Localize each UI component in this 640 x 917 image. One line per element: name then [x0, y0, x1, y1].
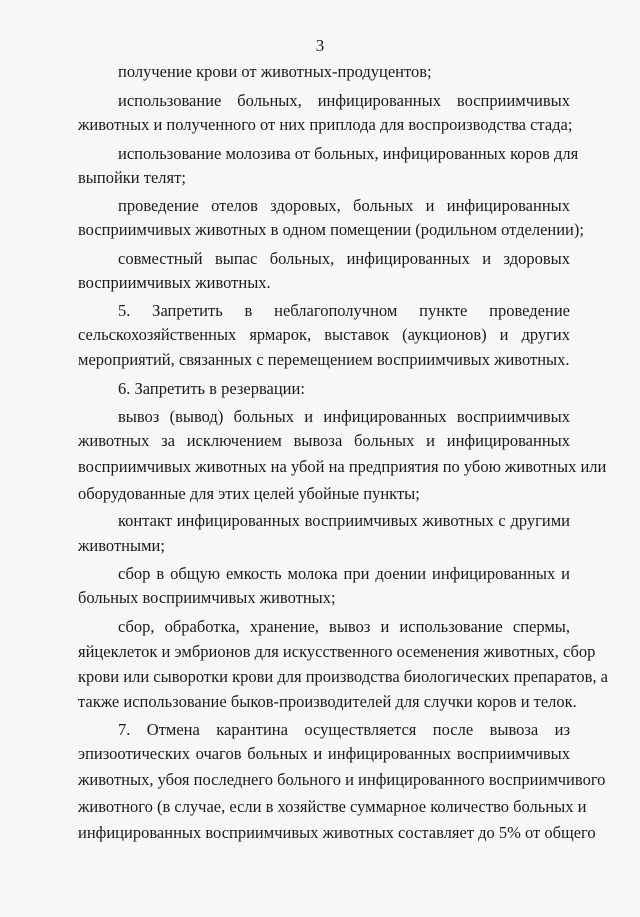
text-line: 7. Отмена карантина осуществляется после вывоза из — [118, 720, 570, 739]
text-line: получение крови от животных-продуцентов; — [118, 62, 432, 81]
text-line: вывоз (вывод) больных и инфицированных восприимчивых — [118, 407, 570, 426]
text-line: сбор, обработка, хранение, вывоз и использование спермы, — [118, 617, 570, 636]
text-line: крови или сыворотки крови для производства биологических препаратов, а — [78, 667, 608, 686]
text-line: проведение отелов здоровых, больных и инфицированных — [118, 196, 570, 215]
text-line: инфицированных восприимчивых животных составляет до 5% от общего — [78, 823, 596, 842]
text-line: оборудованные для этих целей убойные пункты; — [78, 484, 420, 503]
text-line: контакт инфицированных восприимчивых животных с другими — [118, 511, 570, 530]
text-line: 6. Запретить в резервации: — [118, 379, 305, 398]
text-line: восприимчивых животных на убой на предприятия по убою животных или — [78, 457, 607, 476]
text-line: восприимчивых животных. — [78, 273, 271, 292]
text-line: эпизоотических очагов больных и инфицированных восприимчивых — [78, 744, 570, 763]
text-line: также использование быков-производителей для случки коров и телок. — [78, 692, 577, 711]
page-number: 3 — [315, 36, 325, 55]
text-line: больных восприимчивых животных; — [78, 588, 336, 607]
text-line: мероприятий, связанных с перемещением восприимчивых животных. — [78, 350, 570, 369]
text-line: сбор в общую емкость молока при доении инфицированных и — [118, 564, 570, 583]
text-line: яйцеклеток и эмбрионов для искусственного осеменения животных, сбор — [78, 642, 596, 661]
text-line: животных и полученного от них приплода для воспроизводства стада; — [78, 115, 573, 134]
text-line: сельскохозяйственных ярмарок, выставок (аукционов) и других — [78, 325, 570, 344]
text-line: животных за исключением вывоза больных и инфицированных — [78, 431, 570, 450]
text-line: животных, убоя последнего больного и инфицированного восприимчивого — [78, 770, 606, 789]
text-line: восприимчивых животных в одном помещении (родильном отделении); — [78, 220, 584, 239]
text-line: 5. Запретить в неблагополучном пункте проведение — [118, 301, 570, 320]
text-line: животными; — [78, 536, 165, 555]
text-line: животного (в случае, если в хозяйстве суммарное количество больных и — [78, 797, 587, 816]
text-line: использование больных, инфицированных восприимчивых — [118, 91, 570, 110]
text-line: выпойки телят; — [78, 168, 186, 187]
text-line: совместный выпас больных, инфицированных и здоровых — [118, 249, 570, 268]
text-line: использование молозива от больных, инфицированных коров для — [118, 144, 579, 163]
